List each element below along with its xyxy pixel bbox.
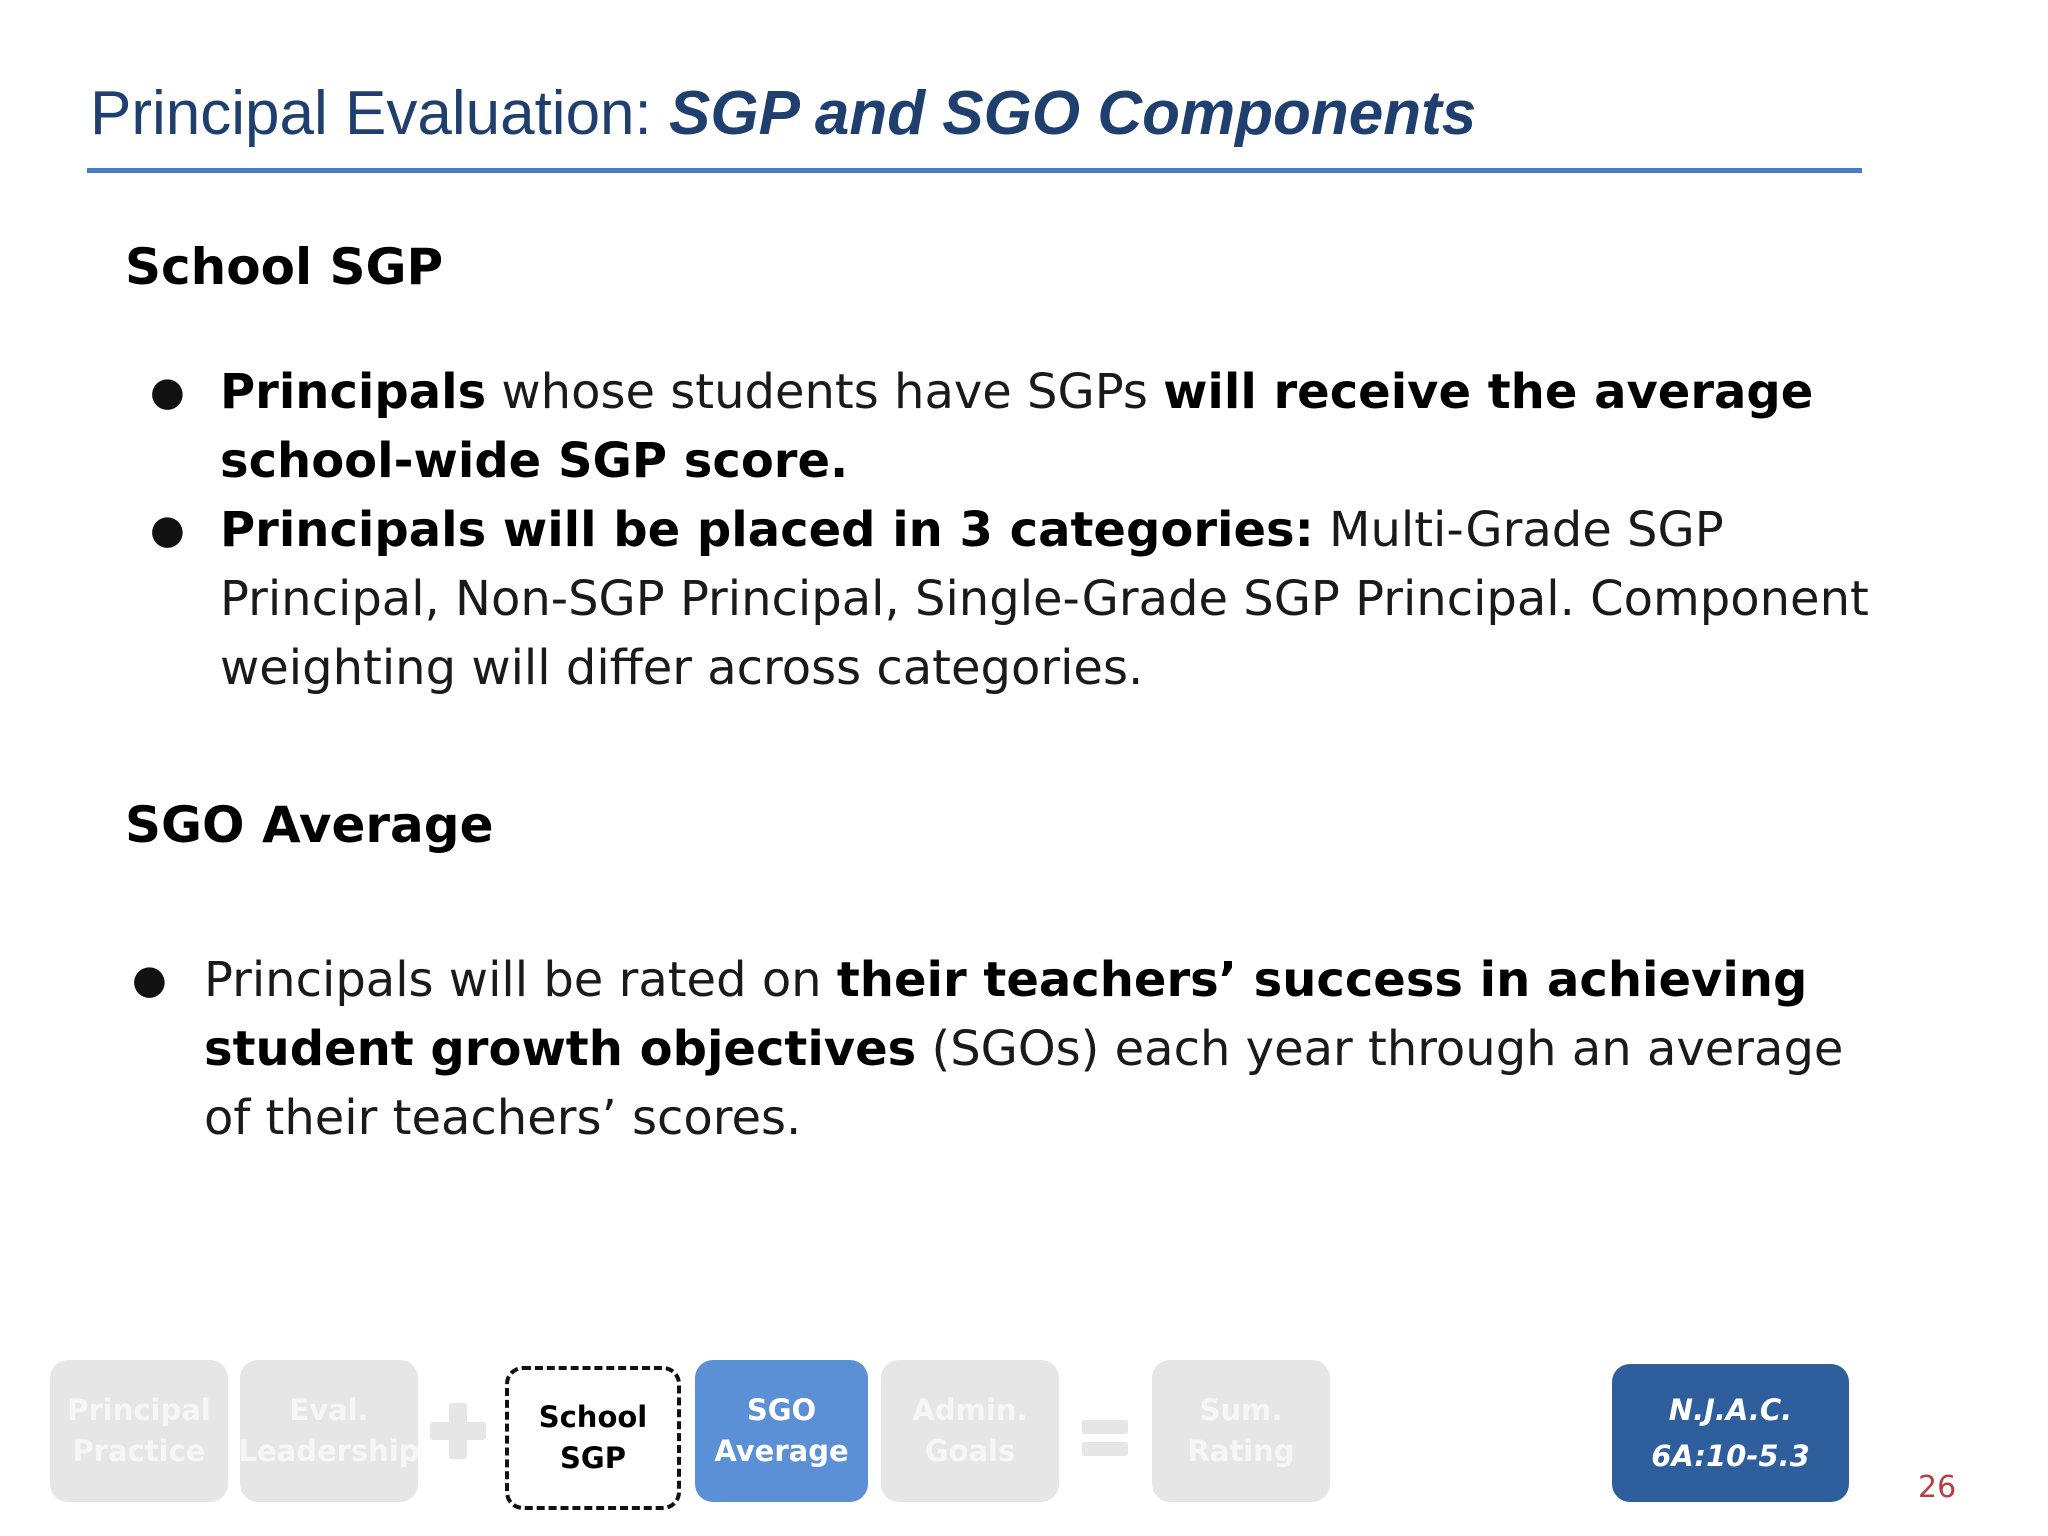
equals-icon (1082, 1420, 1128, 1434)
flow-box-sgo-average (695, 1360, 868, 1502)
flow-box-admin-goals (881, 1360, 1059, 1502)
bullet-dot-icon: ● (132, 957, 167, 1003)
section-heading-sgo-average: SGO Average (125, 796, 494, 854)
equals-icon-lower-bar (1082, 1442, 1128, 1456)
njac-citation-box (1612, 1364, 1849, 1502)
bullet-dot-icon: ● (150, 507, 185, 553)
slide-title-plain: Principal Evaluation: (90, 79, 669, 148)
plus-icon-vertical (449, 1403, 467, 1459)
slide-title-emphasis: SGP and SGO Components (668, 79, 1477, 148)
flow-box-line: Average (714, 1434, 849, 1468)
bullet-bold-text: Principals will be placed in 3 categories: (220, 502, 1314, 558)
bullet-text: whose students have SGPs (486, 364, 1164, 420)
slide-title (90, 78, 1476, 149)
flow-box-line: SGP (560, 1441, 626, 1475)
bullet-text: Principals will be rated on (204, 952, 837, 1008)
bullet-item (150, 496, 1880, 703)
flow-box-line: SGO (746, 1393, 817, 1427)
njac-line: N.J.A.C. (1668, 1393, 1793, 1427)
bullet-bold-text: Principals (220, 364, 487, 420)
flow-box-line: School (538, 1400, 648, 1434)
flow-box-line: Goals (924, 1434, 1016, 1468)
sgo-average-bullet-list (132, 946, 1880, 1153)
flow-box-line: Eval. (289, 1393, 369, 1427)
bullet-dot-icon: ● (150, 369, 185, 415)
flow-box-line: Sum. (1199, 1393, 1283, 1427)
njac-line: 6A:10-5.3 (1651, 1439, 1810, 1473)
bullet-bold-text: their teachers’ success in achieving student growth objectives (204, 952, 1808, 1077)
flow-box-line: Principal (67, 1393, 211, 1427)
flow-box-line: Practice (72, 1434, 206, 1468)
bullet-item (132, 946, 1880, 1153)
flow-box-sum-rating (1152, 1360, 1330, 1502)
bullet-text: (SGOs) each year through an average of their teachers’ scores. (204, 1021, 1844, 1146)
flow-box-line: Admin. (912, 1393, 1028, 1427)
bullet-text: Multi-Grade SGP Principal, Non-SGP Principal, Single-Grade SGP Principal. Component weighting will differ across categories. (220, 502, 1869, 696)
flow-box-line: Rating (1187, 1434, 1295, 1468)
flow-box-eval-leadership (240, 1360, 418, 1502)
bullet-item (150, 358, 1880, 496)
section-heading-school-sgp: School SGP (125, 238, 444, 296)
school-sgp-bullet-list (150, 358, 1880, 703)
flow-box-line: Leadership (238, 1434, 420, 1468)
bullet-bold-text: will receive the average school-wide SGP score. (220, 364, 1814, 489)
flow-box-principal-practice (50, 1360, 228, 1502)
title-underline-rule (87, 168, 1862, 173)
flow-box-school-sgp (505, 1366, 681, 1510)
page-number: 26 (1918, 1470, 1957, 1505)
